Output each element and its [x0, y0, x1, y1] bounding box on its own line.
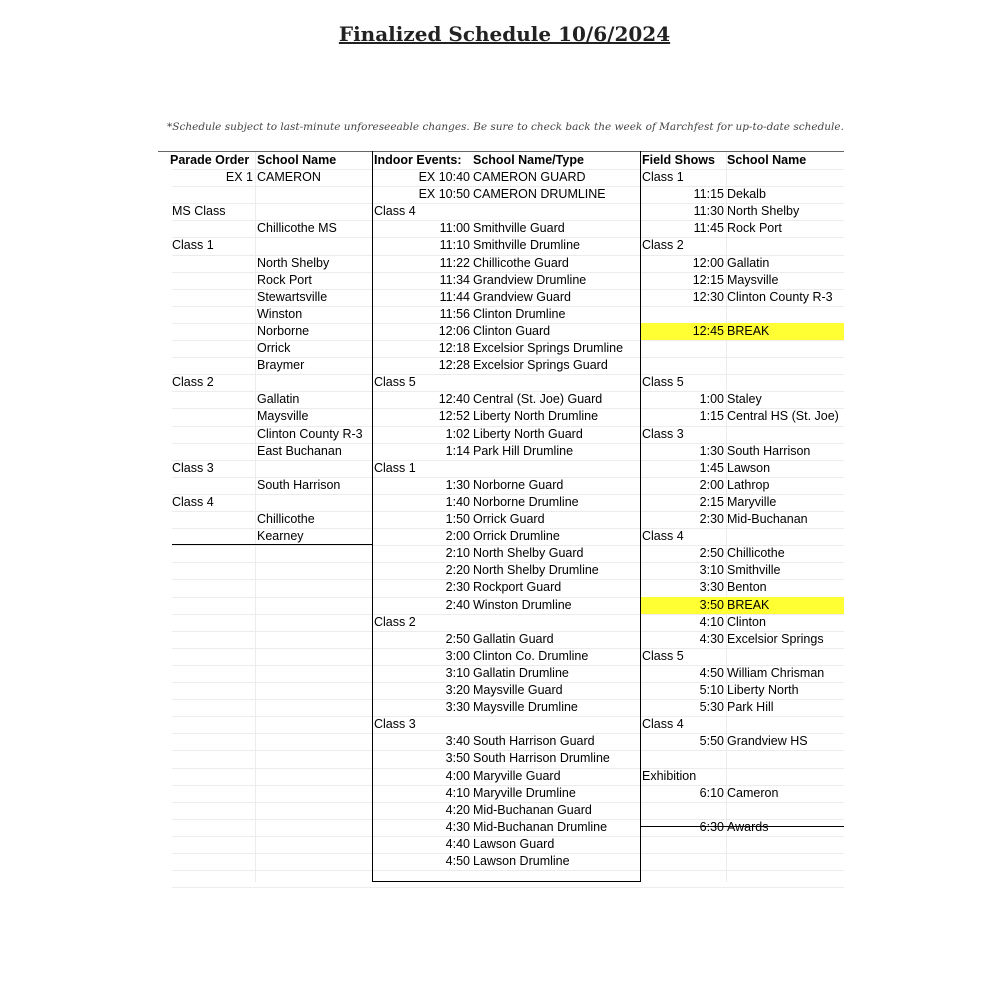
parade-class-label: Class 2 [172, 375, 214, 390]
row-gridline [172, 374, 844, 375]
parade-school: Winston [257, 306, 303, 321]
field-school-name: Chillicothe [727, 546, 785, 561]
field-time: 11:30 [693, 204, 724, 219]
field-time: 5:30 [699, 700, 724, 715]
field-school-name: Rock Port [727, 221, 782, 236]
indoor-event-name: Orrick Guard [473, 512, 545, 526]
indoor-event-name: Clinton Guard [473, 323, 551, 338]
parade-school: CAMERON [257, 170, 321, 184]
indoor-time: 4:30 [445, 819, 470, 834]
parade-school: Kearney [257, 529, 304, 544]
field-header-school: School Name [727, 153, 807, 167]
indoor-time: 3:20 [445, 683, 470, 697]
row-gridline [172, 887, 844, 888]
indoor-time: 1:02 [445, 426, 470, 441]
indoor-time: 4:50 [445, 854, 470, 868]
indoor-event-name: Grandview Drumline [473, 272, 587, 287]
indoor-event-name: Grandview Guard [473, 289, 571, 304]
field-time: 4:50 [699, 665, 724, 680]
indoor-time: EX 10:50 [418, 187, 470, 202]
field-school-name: Mid-Buchanan [727, 512, 808, 526]
field-time: 5:50 [699, 734, 724, 749]
indoor-event-name: Clinton Drumline [473, 306, 566, 321]
indoor-event-name: Clinton Co. Drumline [473, 648, 589, 663]
indoor-class-label: Class 1 [374, 460, 416, 475]
field-time: 4:30 [699, 631, 724, 646]
indoor-time: 2:40 [445, 597, 470, 612]
field-time: 6:10 [699, 785, 724, 800]
field-time: 3:10 [699, 563, 724, 578]
indoor-time: 11:22 [439, 255, 470, 270]
field-school-name: Maysville [727, 272, 779, 287]
indoor-event-name: Park Hill Drumline [473, 443, 574, 458]
parade-header-order: Parade Order [170, 153, 250, 167]
field-school-name: Excelsior Springs [727, 631, 824, 646]
indoor-time: 1:50 [445, 512, 470, 526]
indoor-event-name: Liberty North Drumline [473, 409, 599, 424]
field-time: 12:00 [692, 255, 724, 270]
indoor-time: 4:20 [445, 802, 470, 817]
indoor-time: 11:56 [439, 306, 470, 321]
indoor-time: 1:30 [445, 477, 470, 492]
indoor-event-name: Lawson Guard [473, 836, 555, 851]
parade-school: Norborne [257, 323, 310, 338]
parade-school: North Shelby [257, 255, 330, 270]
indoor-event-name: Maryville Guard [473, 768, 561, 783]
field-school-name: Lathrop [727, 477, 770, 492]
field-school-name: Awards [727, 819, 769, 834]
indoor-time: 4:10 [445, 785, 470, 800]
parade-school: Gallatin [257, 392, 300, 407]
indoor-right-border [640, 151, 641, 882]
field-school-name: Park Hill [727, 700, 774, 715]
indoor-event-name: Gallatin Guard [473, 631, 554, 646]
indoor-time: 2:50 [445, 631, 470, 646]
indoor-time: 11:00 [439, 221, 470, 236]
parade-school: Chillicothe MS [257, 221, 337, 236]
field-class-label: Class 5 [642, 375, 684, 390]
field-school-name: Central HS (St. Joe) [727, 409, 839, 424]
field-time: 1:15 [699, 409, 724, 424]
field-class-label: Class 1 [642, 170, 684, 184]
row-gridline [172, 870, 844, 871]
indoor-time: 2:30 [445, 580, 470, 595]
indoor-bottom-border [372, 881, 641, 882]
indoor-time: 12:52 [438, 409, 470, 424]
parade-school: Clinton County R-3 [257, 426, 363, 441]
field-time: 2:30 [699, 512, 724, 526]
indoor-event-name: CAMERON GUARD [473, 170, 586, 184]
field-school-name: Smithville [727, 563, 781, 578]
indoor-time: 3:10 [445, 665, 470, 680]
schedule-note: *Schedule subject to last-minute unforeseeable changes. Be sure to check back the week of Marchfest for up-to-date schedule. [167, 121, 844, 133]
parade-school: Chillicothe [257, 512, 315, 526]
indoor-class-label: Class 2 [374, 614, 416, 629]
field-school-name: Grandview HS [727, 734, 808, 749]
field-time: 12:30 [692, 289, 724, 304]
indoor-header-events: Indoor Events: [374, 153, 462, 167]
parade-school: Orrick [257, 341, 291, 355]
field-school-name: Clinton [727, 614, 766, 629]
col-gridline [255, 151, 256, 882]
field-time: 3:30 [699, 580, 724, 595]
field-time: 2:15 [699, 494, 724, 509]
schedule-sheet [158, 151, 844, 882]
parade-class-label: Class 4 [172, 494, 214, 509]
field-school-name: Gallatin [727, 255, 770, 270]
indoor-event-name: Central (St. Joe) Guard [473, 392, 603, 407]
field-class-label: Exhibition [642, 768, 697, 783]
field-time: 1:00 [699, 392, 724, 407]
parade-school: Braymer [257, 358, 305, 373]
field-time: 4:10 [699, 614, 724, 629]
indoor-event-name: Norborne Guard [473, 477, 564, 492]
indoor-time: 2:20 [445, 563, 470, 578]
indoor-event-name: CAMERON DRUMLINE [473, 187, 606, 202]
indoor-class-label: Class 4 [374, 204, 416, 219]
parade-header-school: School Name [257, 153, 337, 167]
field-time: 6:30 [699, 819, 724, 834]
parade-school: Rock Port [257, 272, 312, 287]
indoor-event-name: Smithville Guard [473, 221, 565, 236]
indoor-time: 2:00 [445, 529, 470, 544]
indoor-time: 11:10 [439, 238, 470, 253]
indoor-event-name: Mid-Buchanan Guard [473, 802, 592, 817]
field-time: 12:15 [692, 272, 724, 287]
break-label: BREAK [727, 323, 770, 338]
field-time: 3:50 [699, 597, 724, 612]
indoor-event-name: Smithville Drumline [473, 238, 580, 253]
indoor-time: 2:10 [445, 546, 470, 561]
indoor-time: 12:28 [438, 358, 470, 373]
indoor-event-name: South Harrison Guard [473, 734, 595, 749]
indoor-time: 3:00 [445, 648, 470, 663]
indoor-header-school: School Name/Type [473, 153, 584, 167]
indoor-time: 12:18 [438, 341, 470, 355]
field-school-name: Liberty North [727, 683, 799, 697]
indoor-event-name: Orrick Drumline [473, 529, 560, 544]
indoor-event-name: Winston Drumline [473, 597, 572, 612]
field-school-name: Lawson [727, 460, 771, 475]
parade-school: Stewartsville [257, 289, 328, 304]
field-time: 5:10 [699, 683, 724, 697]
indoor-event-name: Chillicothe Guard [473, 255, 569, 270]
indoor-time: 12:06 [438, 323, 470, 338]
indoor-event-name: Maysville Guard [473, 683, 563, 697]
indoor-class-label: Class 3 [374, 717, 416, 732]
indoor-event-name: Gallatin Drumline [473, 665, 569, 680]
field-class-label: Class 3 [642, 426, 684, 441]
row-gridline [172, 716, 844, 717]
field-class-label: Class 4 [642, 529, 684, 544]
indoor-time: 11:44 [439, 289, 470, 304]
indoor-event-name: Liberty North Guard [473, 426, 583, 441]
parade-school: East Buchanan [257, 443, 342, 458]
indoor-event-name: Excelsior Springs Drumline [473, 341, 624, 355]
indoor-time: 1:14 [445, 443, 470, 458]
parade-class-label: Class 1 [172, 238, 214, 253]
indoor-event-name: Mid-Buchanan Drumline [473, 819, 608, 834]
indoor-event-name: North Shelby Guard [473, 546, 584, 561]
field-time: 2:00 [699, 477, 724, 492]
field-time: 12:45 [692, 323, 724, 338]
field-school-name: Cameron [727, 785, 779, 800]
field-time: 1:30 [699, 443, 724, 458]
field-school-name: North Shelby [727, 204, 800, 219]
indoor-time: 1:40 [445, 494, 470, 509]
indoor-time: 4:00 [445, 768, 470, 783]
indoor-event-name: Lawson Drumline [473, 854, 570, 868]
parade-order: EX 1 [225, 170, 253, 184]
indoor-time: 11:34 [439, 272, 470, 287]
field-school-name: Clinton County R-3 [727, 289, 833, 304]
field-school-name: Benton [727, 580, 767, 595]
field-school-name: Maryville [727, 494, 777, 509]
parade-school: South Harrison [257, 477, 341, 492]
break-label: BREAK [727, 597, 770, 612]
indoor-time: 3:40 [445, 734, 470, 749]
indoor-time: 3:30 [445, 700, 470, 715]
field-time: 11:15 [693, 187, 724, 202]
indoor-event-name: South Harrison Drumline [473, 751, 610, 766]
indoor-time: 12:40 [438, 392, 470, 407]
indoor-class-label: Class 5 [374, 375, 416, 390]
indoor-event-name: Norborne Drumline [473, 494, 579, 509]
parade-class-label: Class 3 [172, 460, 214, 475]
indoor-time: EX 10:40 [418, 170, 470, 184]
indoor-time: 3:50 [445, 751, 470, 766]
field-class-label: Class 5 [642, 648, 684, 663]
field-school-name: William Chrisman [727, 665, 825, 680]
indoor-event-name: Maysville Drumline [473, 700, 578, 715]
indoor-left-border [372, 151, 373, 882]
field-school-name: Staley [727, 392, 762, 407]
field-class-label: Class 2 [642, 238, 684, 253]
field-school-name: South Harrison [727, 443, 811, 458]
indoor-time: 4:40 [445, 836, 470, 851]
field-time: 1:45 [699, 460, 724, 475]
field-time: 11:45 [693, 221, 724, 236]
field-header-shows: Field Shows [642, 153, 715, 167]
parade-school: Maysville [257, 409, 309, 424]
indoor-event-name: Excelsior Springs Guard [473, 358, 608, 373]
parade-class-label: MS Class [172, 204, 226, 219]
field-time: 2:50 [699, 546, 724, 561]
indoor-event-name: North Shelby Drumline [473, 563, 599, 578]
field-class-label: Class 4 [642, 717, 684, 732]
indoor-event-name: Maryville Drumline [473, 785, 576, 800]
indoor-event-name: Rockport Guard [473, 580, 562, 595]
page-title: Finalized Schedule 10/6/2024 [338, 22, 671, 46]
field-school-name: Dekalb [727, 187, 766, 202]
